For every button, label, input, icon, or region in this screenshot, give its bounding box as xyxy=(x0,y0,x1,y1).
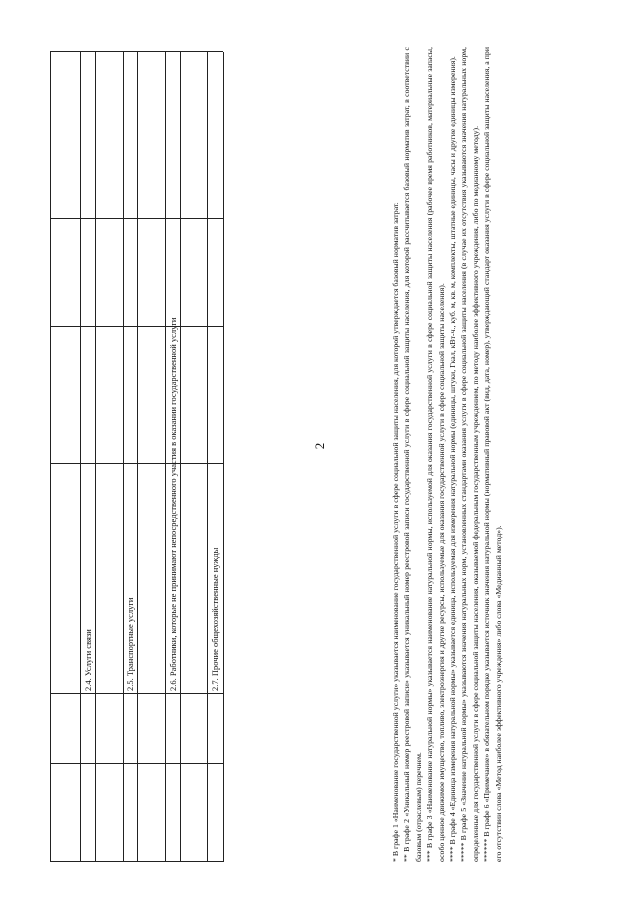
footnote: ***** В графе 5 «Значение натуральной нормы» указываются значения натуральных норм, установленных стандартами оказания услуги в сфере социальной защиты населения (в случае их отсутствия указываются значения натуральных норм, определенные для государственной услуги в сфере социальной защиты населения, оказываемой федеральным государственным учреждением, по методу наиболее эффективного учреждения, либо по медианному методу). xyxy=(459,47,480,862)
table-border-right xyxy=(50,51,223,52)
table-border-top xyxy=(50,52,51,862)
table-col-line xyxy=(50,218,223,219)
table-col-line xyxy=(50,763,223,764)
rotated-page xyxy=(40,32,600,872)
table-row-line xyxy=(137,52,138,862)
footnote: ** В графе 2 «Уникальный номер реестровой записи» указывается уникальный номер реестровой записи государственной услуги в сфере социальной защиты населения, для которой рассчитывается базовый норматив затрат, в соответствии с базовым (отраслевым) перечнем. xyxy=(402,47,423,862)
table-col-line xyxy=(50,326,223,327)
table-border-left xyxy=(50,861,223,862)
footnote: * В графе 1 «Наименование государственной услуги» указывается наименование государственной услуги в сфере социальной защиты населения, для которой утверждается базовый норматив затрат. xyxy=(391,202,400,862)
table-row-line xyxy=(80,52,81,862)
footnote: ****** В графе 6 «Примечание» в обязательном порядке указывается источник значения натуральной нормы (нормативный правовой акт (вид, дата, номер), утверждающий стандарт оказания услуги в сфере социальной защиты населения, а при его отсутствии слова «Метод наиболее эффективного учреждения» либо слова «Медианный метод»). xyxy=(482,47,503,862)
table-row-label: 2.4. Услуги связи xyxy=(83,629,93,691)
table-row-line xyxy=(165,52,166,862)
table-border-bottom xyxy=(223,52,224,862)
table-row-line xyxy=(95,52,96,862)
table-row-line xyxy=(180,52,181,862)
table-row-label: 2.7. Прочие общехозяйственные нужды xyxy=(210,547,220,691)
footnotes xyxy=(390,47,504,862)
rotated-content xyxy=(40,32,600,872)
page-number: 2 xyxy=(312,442,327,450)
table-col-line xyxy=(50,463,223,464)
table-row-label: 2.6. Работники, которые не принимают непосредственного участия в оказании государственной услуги xyxy=(168,317,178,691)
table-col-line xyxy=(50,693,223,694)
footnote: **** В графе 4 «Единица измерения натуральной нормы» указывается единица, используемая для измерения натуральной нормы (единицы, штуки, Гкал, кВт-ч., куб. м, кв. м, комплекты, штатные единицы, часы и другие единицы измерения). xyxy=(448,56,458,862)
table-row-label: 2.5. Транспортные услуги xyxy=(125,597,135,691)
footnote: *** В графе 3 «Наименование натуральной нормы» указывается наименование натуральной нормы, используемой для оказания государственной услуги в сфере социальной защиты населения (рабочее время работников, материальные запасы, особо ценное движимое имущество, топливо, электроэнергия и другие ресурсы, используемые для оказания государственной услуги в сфере социальной защиты населения). xyxy=(425,47,446,862)
table-row-line xyxy=(207,52,208,862)
table-row-line xyxy=(123,52,124,862)
